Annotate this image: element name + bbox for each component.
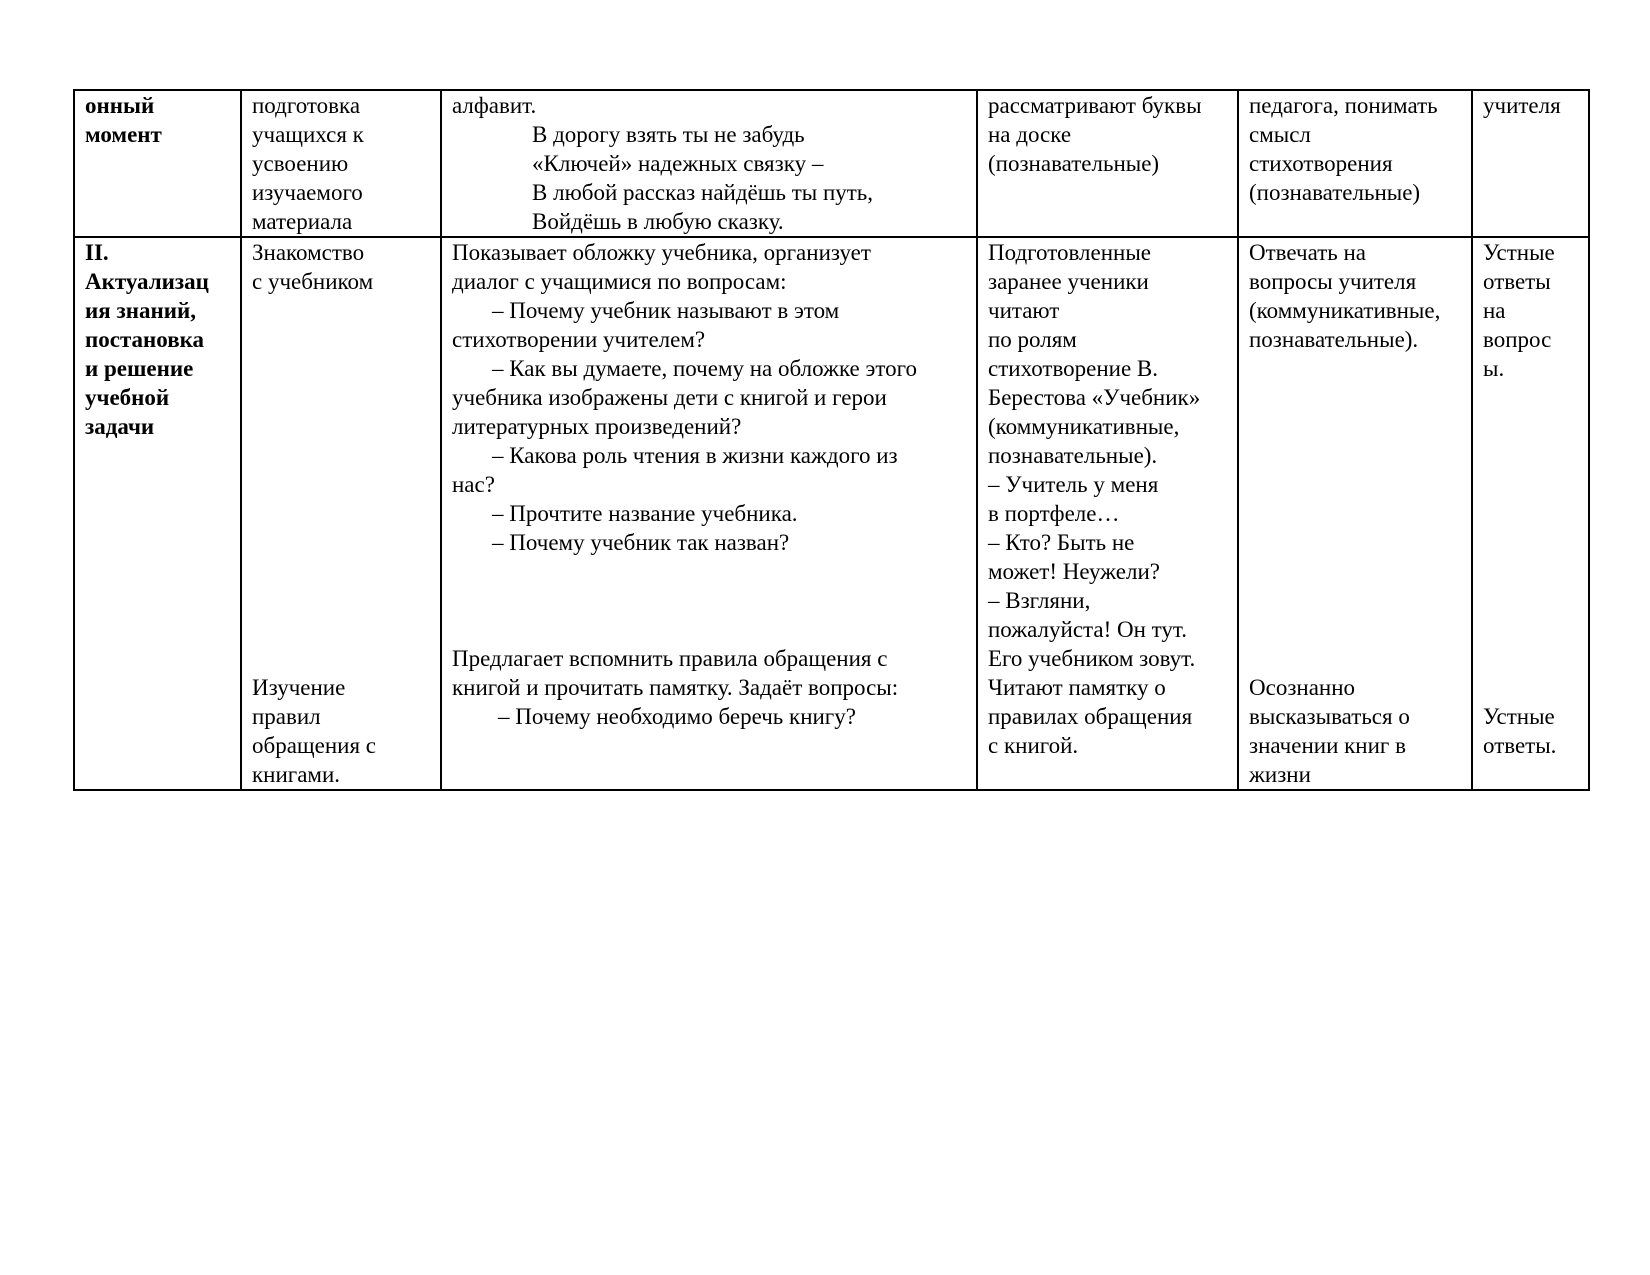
goal-cell [241, 237, 441, 790]
student-text: правилах обращения [988, 704, 1193, 729]
teacher-text: диалог с учащимися по вопросам: [452, 269, 787, 294]
student-text: – Учитель у меня [988, 472, 1159, 497]
uud-text: стихотворения [1249, 151, 1393, 176]
control-text: вопрос [1483, 327, 1552, 352]
student-text: по ролям [988, 327, 1077, 352]
goal-line: с учебником [252, 269, 374, 294]
student-text: – Кто? Быть не [988, 530, 1135, 555]
student-activity-cell [977, 90, 1238, 237]
uud-cell [1238, 237, 1472, 790]
goal-cell [241, 90, 441, 237]
student-activity-cell [977, 237, 1238, 790]
teacher-text: литературных произведений? [452, 414, 742, 439]
poem-line: Войдёшь в любую сказку. [532, 209, 784, 234]
student-text: заранее ученики [988, 269, 1149, 294]
stage-line: Актуализац [85, 269, 209, 294]
student-text: Его учебником зовут. [988, 646, 1196, 671]
student-text: Берестова «Учебник» [988, 385, 1201, 410]
uud-text: Отвечать на [1249, 240, 1367, 265]
control-text: учителя [1483, 93, 1561, 118]
uud-text: (коммуникативные, [1249, 298, 1441, 323]
teacher-text: книгой и прочитать памятку. Задаёт вопросы: [452, 675, 899, 700]
control-text: ы. [1483, 356, 1505, 381]
teacher-question: – Прочтите название учебника. [492, 501, 798, 526]
teacher-question: – Почему необходимо беречь книгу? [498, 704, 856, 729]
uud-text: значении книг в [1249, 733, 1406, 758]
table-row-actualization [74, 237, 1589, 790]
stage-line: учебной [85, 385, 170, 410]
student-text: – Взгляни, [988, 588, 1091, 613]
student-text: (коммуникативные, [988, 414, 1180, 439]
student-text: (познавательные) [988, 151, 1160, 176]
uud-text: вопросы учителя [1249, 269, 1417, 294]
control-text: на [1483, 298, 1506, 323]
student-text: Читают памятку о [988, 675, 1166, 700]
control-cell [1472, 237, 1589, 790]
student-text: с книгой. [988, 733, 1079, 758]
student-text: читают [988, 298, 1060, 323]
goal-line: материала [252, 209, 353, 234]
goal-line: Знакомство [252, 240, 365, 265]
teacher-question: – Как вы думаете, почему на обложке этого [492, 356, 917, 381]
stage-line: и решение [85, 356, 194, 381]
student-text: стихотворение В. [988, 356, 1159, 381]
control-cell [1472, 90, 1589, 237]
teacher-text: алфавит. [452, 93, 537, 118]
goal-line: книгами. [252, 762, 341, 787]
goal-line: подготовка [252, 93, 361, 118]
stage-cell [74, 90, 241, 237]
control-text: ответы. [1483, 733, 1557, 758]
teacher-text: нас? [452, 472, 495, 497]
goal-line: Изучение [252, 675, 346, 700]
stage-line: онный [85, 93, 155, 118]
student-text: может! Неужели? [988, 559, 1160, 584]
goal-line: правил [252, 704, 321, 729]
control-text: Устные [1483, 240, 1555, 265]
teacher-activity-cell [441, 237, 977, 790]
goal-line: изучаемого [252, 180, 363, 205]
uud-text: высказываться о [1249, 704, 1410, 729]
poem-line: В любой рассказ найдёшь ты путь, [532, 180, 874, 205]
student-text: в портфеле… [988, 501, 1120, 526]
uud-text: смысл [1249, 122, 1311, 147]
uud-text: познавательные). [1249, 327, 1419, 352]
uud-text: Осознанно [1249, 675, 1356, 700]
teacher-text: стихотворении учителем? [452, 327, 706, 352]
lesson-plan-table [73, 89, 1590, 791]
stage-line: ия знаний, [85, 298, 196, 323]
teacher-question: – Почему учебник называют в этом [492, 298, 840, 323]
teacher-activity-cell [441, 90, 977, 237]
student-text: на доске [988, 122, 1072, 147]
stage-line: постановка [85, 327, 205, 352]
poem-line: В дорогу взять ты не забудь [532, 122, 805, 147]
teacher-question: – Почему учебник так назван? [492, 530, 790, 555]
teacher-text: Предлагает вспомнить правила обращения с [452, 646, 888, 671]
uud-text: педагога, понимать [1249, 93, 1438, 118]
uud-text: жизни [1249, 762, 1311, 787]
student-text: пожалуйста! Он тут. [988, 617, 1187, 642]
teacher-text: учебника изображены дети с книгой и герои [452, 385, 887, 410]
teacher-question: – Какова роль чтения в жизни каждого из [492, 443, 898, 468]
stage-line: задачи [85, 414, 155, 439]
student-text: познавательные). [988, 443, 1158, 468]
goal-line: учащихся к [252, 122, 364, 147]
control-text: Устные [1483, 704, 1555, 729]
stage-line: II. [85, 240, 109, 265]
goal-line: усвоению [252, 151, 349, 176]
uud-cell [1238, 90, 1472, 237]
goal-line: обращения с [252, 733, 376, 758]
teacher-text: Показывает обложку учебника, организует [452, 240, 871, 265]
student-text: рассматривают буквы [988, 93, 1202, 118]
poem-line: «Ключей» надежных связку – [532, 151, 824, 176]
table-row-organizational [74, 90, 1589, 237]
student-text: Подготовленные [988, 240, 1151, 265]
stage-cell [74, 237, 241, 790]
control-text: ответы [1483, 269, 1551, 294]
uud-text: (познавательные) [1249, 180, 1421, 205]
stage-line: момент [85, 122, 162, 147]
